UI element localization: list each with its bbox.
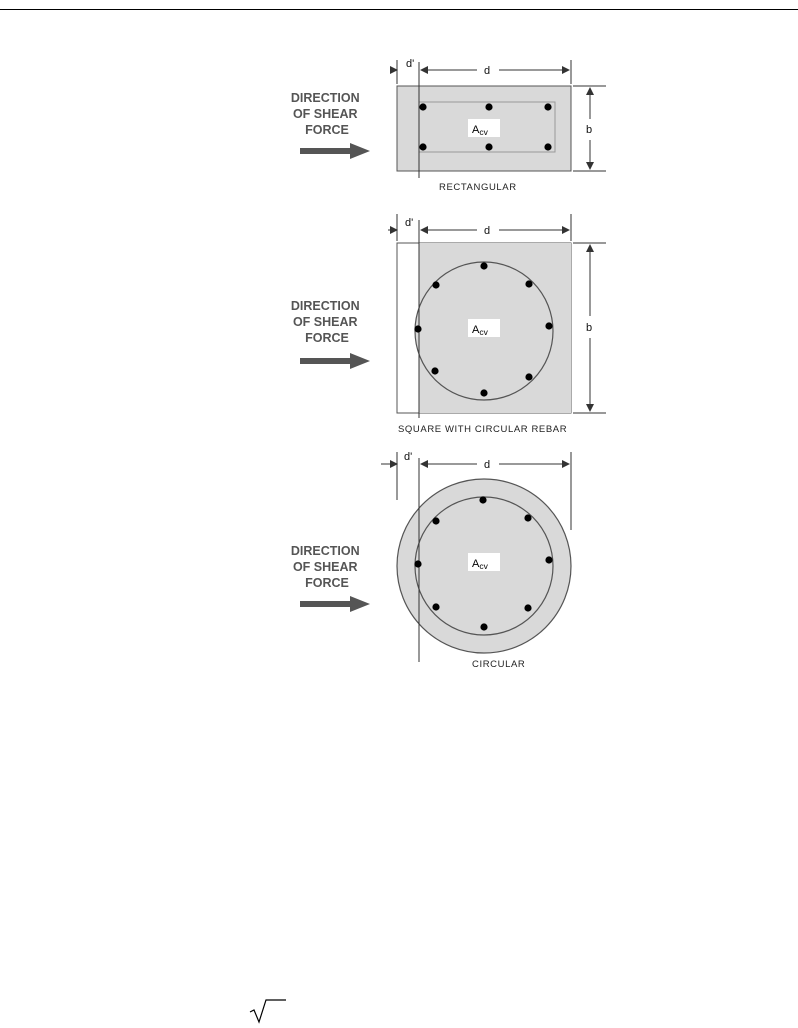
shear-arrow-icon (300, 353, 370, 369)
direction-line-3: FORCE (305, 123, 349, 137)
direction-line-2: OF SHEAR (292, 107, 358, 121)
shear-arrow-icon (300, 143, 370, 159)
direction-label (291, 91, 363, 137)
area-label: Acv (472, 558, 488, 571)
caption-square-circular-rebar: SQUARE WITH CIRCULAR REBAR (398, 424, 568, 435)
dim-d: d (484, 65, 491, 77)
caption-rectangular: RECTANGULAR (439, 182, 517, 193)
direction-label (291, 544, 363, 590)
dim-d-prime: d' (405, 217, 414, 229)
rectangular-diagram (291, 58, 606, 193)
dim-b: b (586, 124, 593, 136)
dim-d-prime: d' (406, 58, 415, 70)
dim-b: b (586, 322, 593, 334)
shear-arrow-icon (300, 596, 370, 612)
direction-line-1: DIRECTION (290, 91, 360, 105)
circular-diagram (291, 451, 571, 670)
area-label: Acv (472, 324, 488, 337)
direction-line-2: OF SHEAR (292, 315, 358, 329)
square-circular-rebar-diagram (291, 214, 606, 435)
square-root-icon (248, 998, 288, 1028)
direction-label (291, 299, 363, 345)
dim-d-prime: d' (404, 451, 413, 463)
dim-d: d (484, 459, 491, 471)
caption-circular: CIRCULAR (472, 659, 526, 670)
direction-line-1: DIRECTION (290, 544, 360, 558)
direction-line-2: OF SHEAR (292, 560, 358, 574)
direction-line-3: FORCE (305, 331, 349, 345)
direction-line-3: FORCE (305, 576, 349, 590)
direction-line-1: DIRECTION (290, 299, 360, 313)
dim-d: d (484, 225, 491, 237)
area-label: Acv (472, 124, 488, 137)
